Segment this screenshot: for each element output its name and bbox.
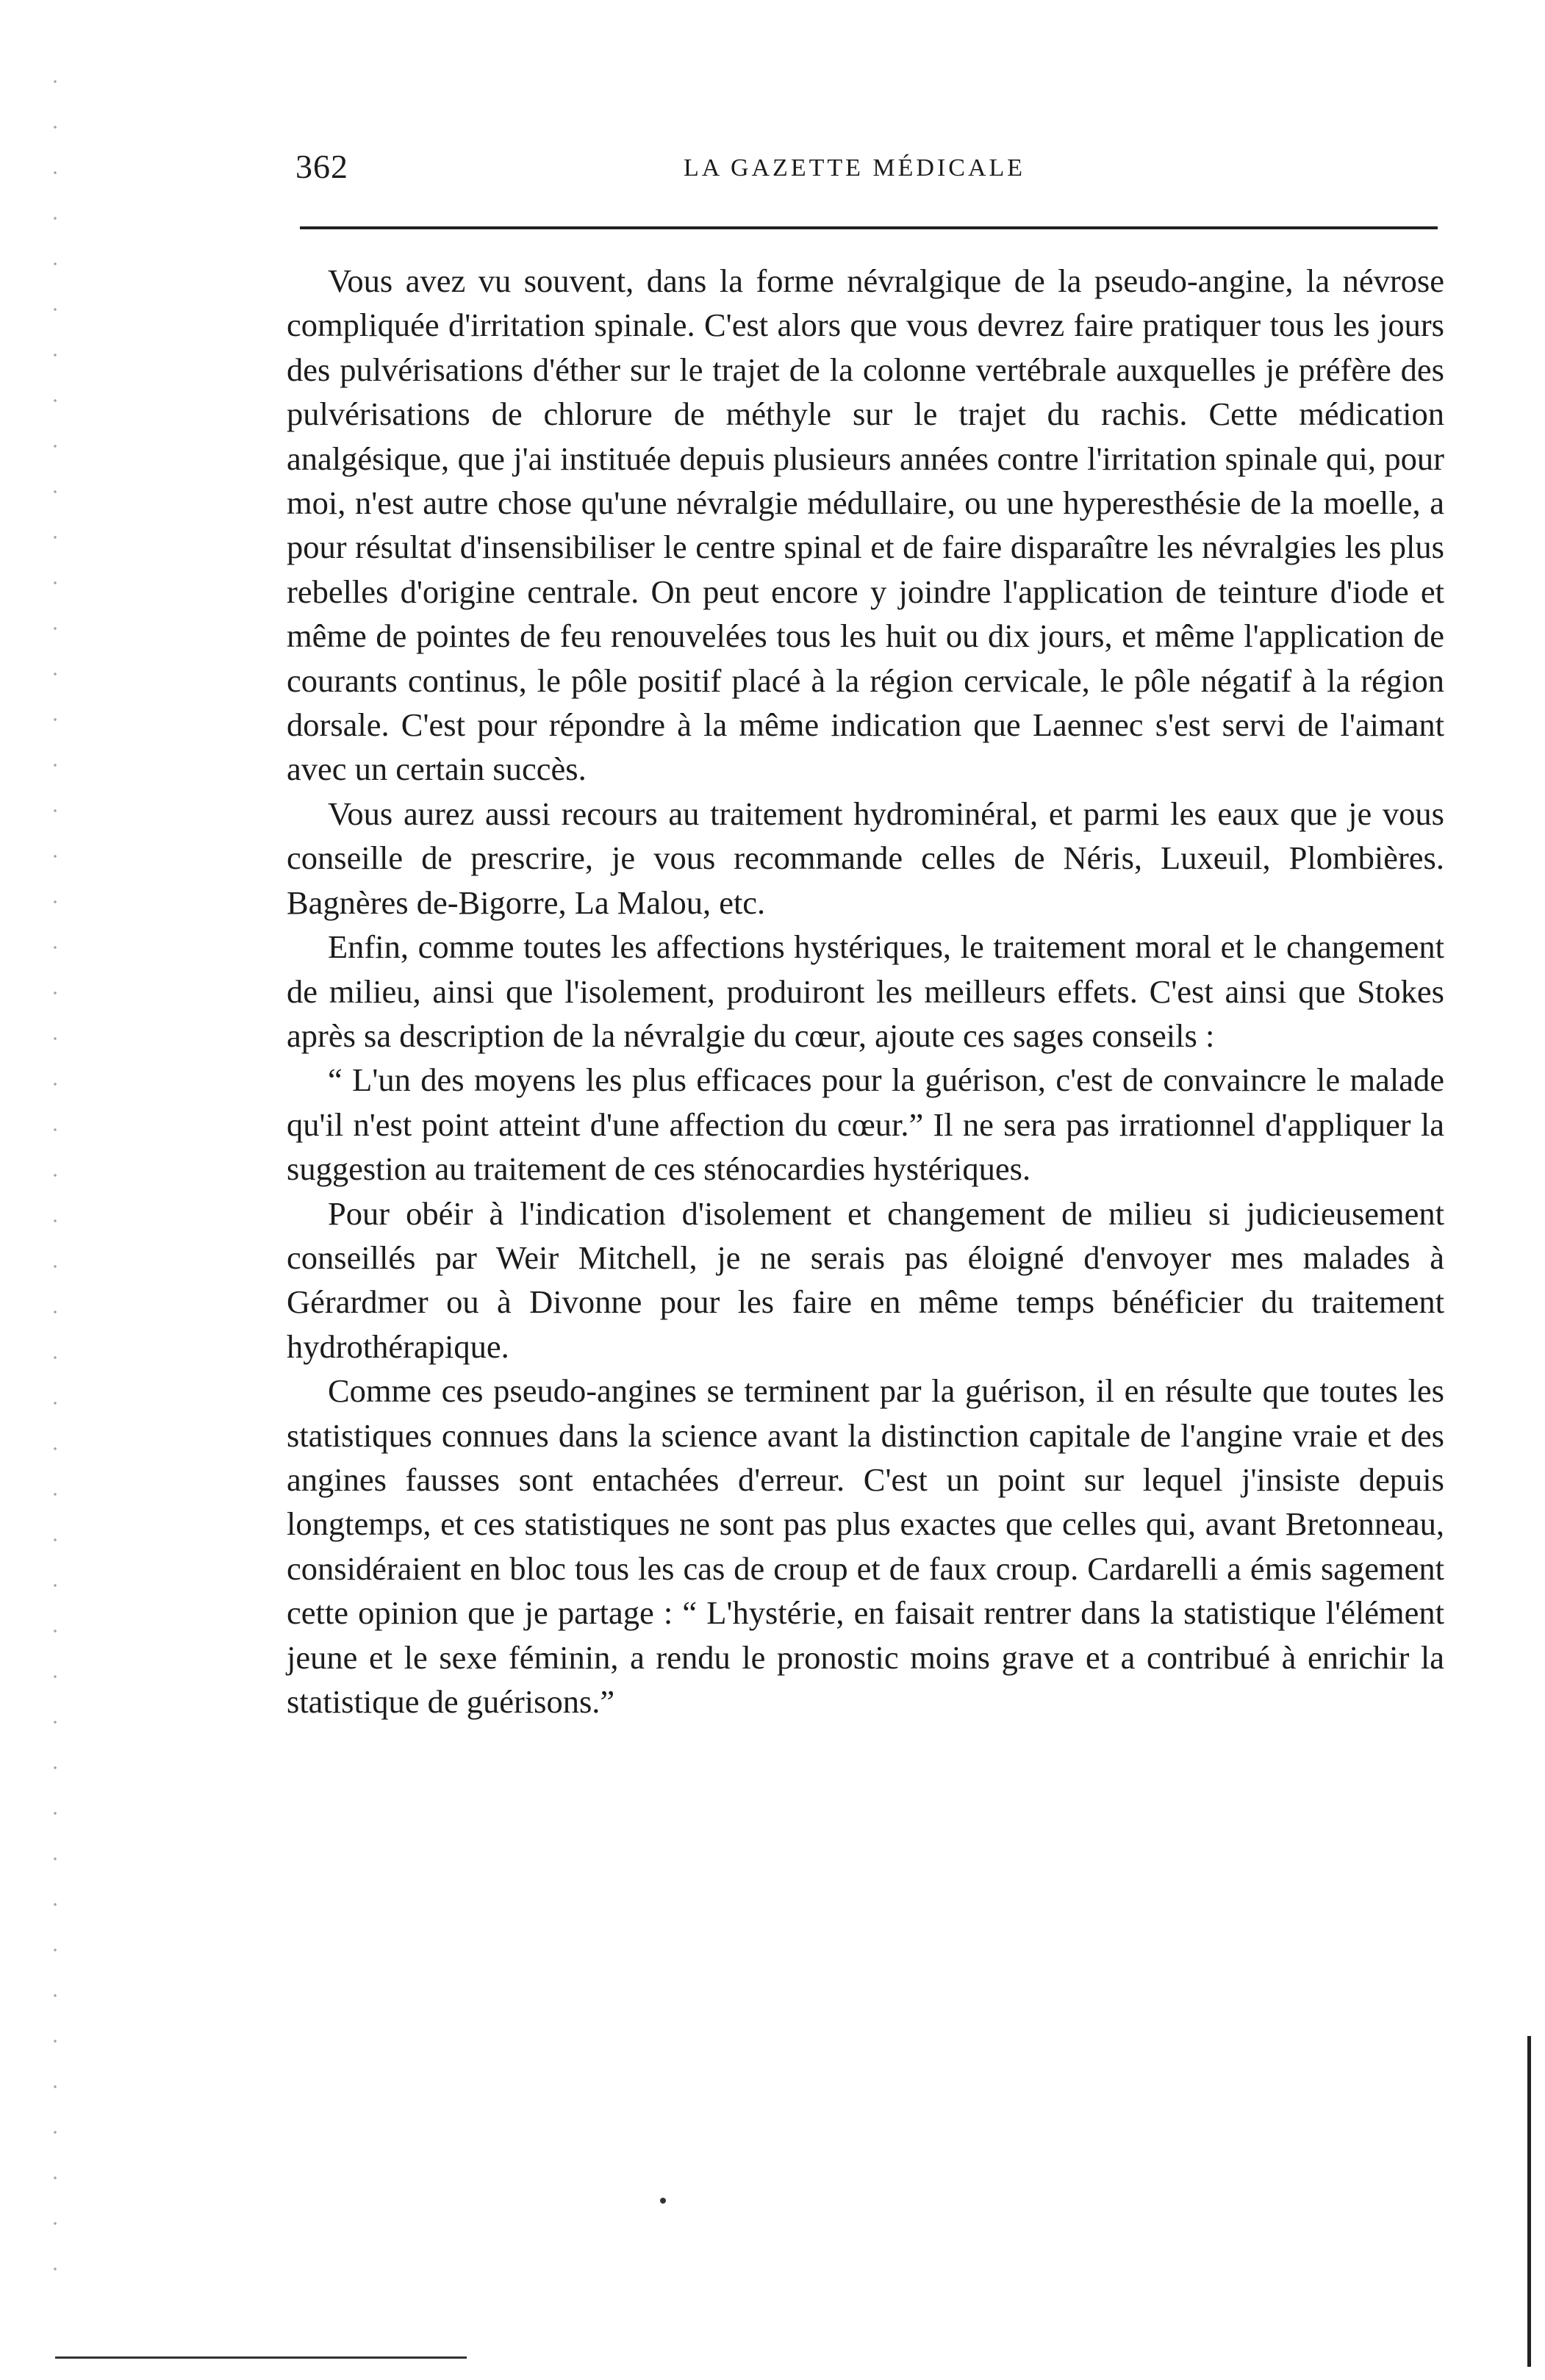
page-number: 362 <box>295 148 348 185</box>
paragraph: “ L'un des moyens les plus efficaces pour la guérison, c'est de convaincre le malade qu'il n'est point atteint d'une affection du cœur.” Il ne sera pas irrationnel d'appliquer la suggestion au traitement de ces sténocardies hystériques. <box>287 1061 1444 1188</box>
print-dot <box>660 2198 666 2204</box>
paragraph: Vous avez vu souvent, dans la forme névralgique de la pseudo-angine, la névrose compliquée d'irritation spinale. C'est alors que vous devrez faire pratiquer tous les jours des pulvérisations d'éther sur le trajet de la colonne vertébrale auxquelles je préfère des pulvérisations de chlorure de méthyle sur le trajet du rachis. Cette médication analgésique, que j'ai instituée depuis plusieurs années contre l'irritation spinale qui, pour moi, n'est autre chose qu'une névralgie médullaire, ou une hyperesthésie de la moelle, a pour résultat d'insensibiliser le centre spinal et de faire disparaître les névralgies les plus rebelles d'origine centrale. On peut encore y joindre l'application de teinture d'iode et même de pointes de feu renouvelées tous les huit ou dix jours, et même l'application de courants continus, le pôle positif placé à la région cervicale, le pôle négatif à la région dorsale. C'est pour répondre à la même indication que Laennec s'est servi de l'aimant avec un certain succès. <box>287 262 1444 788</box>
body-text <box>287 259 1444 1724</box>
header-rule <box>300 226 1438 229</box>
scan-edge-right <box>1527 2036 1531 2367</box>
paragraph: Pour obéir à l'indication d'isolement et changement de milieu si judicieusement conseillés par Weir Mitchell, je ne serais pas éloigné d'envoyer mes malades à Gérardmer ou à Divonne pour les faire en même temps bénéficier du traitement hydrothérapique. <box>287 1194 1444 1365</box>
paragraph: Vous aurez aussi recours au traitement hydrominéral, et parmi les eaux que je vous conseille de prescrire, je vous recommande celles de Néris, Luxeuil, Plombières. Bagnères de-Bigorre, La Malou, etc. <box>287 795 1444 921</box>
scan-edge-bottom <box>55 2356 467 2359</box>
page-header <box>0 147 1545 191</box>
paragraph: Comme ces pseudo-angines se terminent par la guérison, il en résulte que toutes les statistiques connues dans la science avant la distinction capitale de l'angine vraie et des angines fausses sont entachées d'erreur. C'est un point sur lequel j'insiste depuis longtemps, et ces statistiques ne sont pas plus exactes que celles qui, avant Bretonneau, considéraient en bloc tous les cas de croup et de faux croup. Cardarelli a émis sagement cette opinion que je partage : “ L'hystérie, en faisait rentrer dans la statistique l'élément jeune et le sexe féminin, a rendu le pronostic moins grave et a contribué à enrichir la statistique de guérisons.” <box>287 1372 1444 1720</box>
scan-edge-marks <box>51 59 59 2308</box>
paragraph: Enfin, comme toutes les affections hystériques, le traitement moral et le changement de milieu, ainsi que l'isolement, produiront les meilleurs effets. C'est ainsi que Stokes après sa description de la névralgie du cœur, ajoute ces sages conseils : <box>287 928 1444 1054</box>
running-title: LA GAZETTE MÉDICALE <box>684 154 1026 182</box>
